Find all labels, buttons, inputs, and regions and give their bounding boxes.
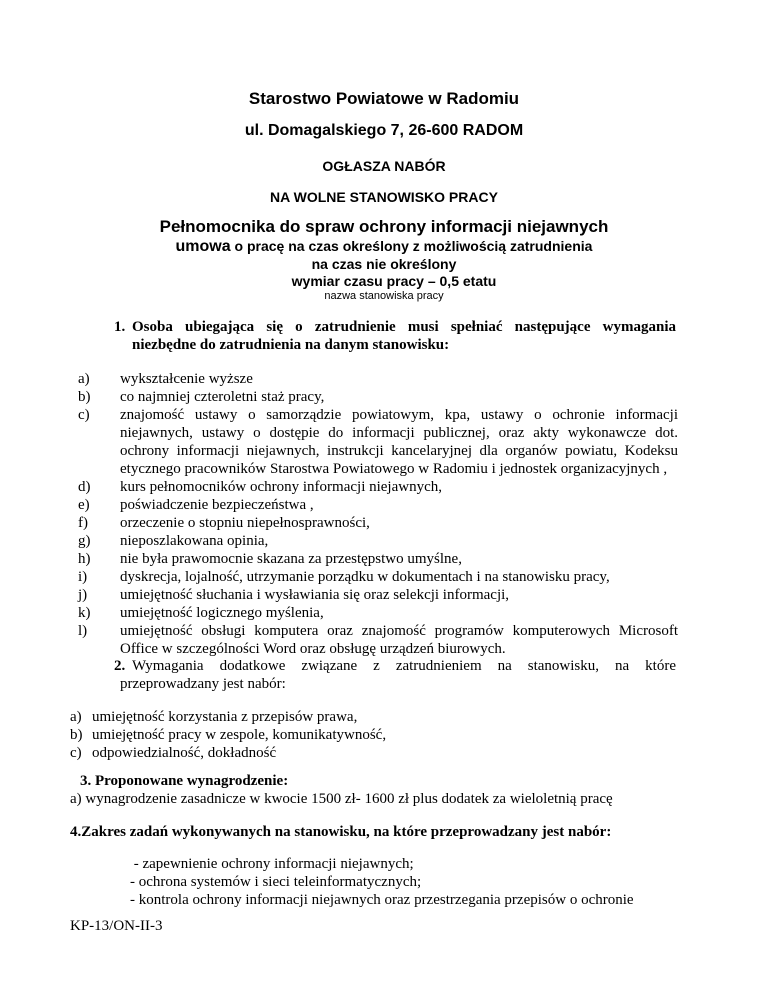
section2-title-line2: przeprowadzany jest nabór: xyxy=(120,676,286,692)
list-item: j) umiejętność słuchania i wysławiania się oraz selekcji informacji, xyxy=(78,587,510,603)
section2-title-line1: Wymagania dodatkowe związane z zatrudnieniem na stanowisku, na które xyxy=(132,658,676,674)
vacancy-heading: NA WOLNE STANOWISKO PRACY xyxy=(270,189,498,205)
list-item: b) co najmniej czteroletni staż pracy, xyxy=(78,389,325,405)
list-item: e) poświadczenie bezpieczeństwa , xyxy=(78,497,314,513)
office-name: Starostwo Powiatowe w Radomiu xyxy=(248,89,520,108)
section3-title: 3. Proponowane wynagrodzenie: xyxy=(80,773,289,789)
section1-title-line1: Osoba ubiegająca się o zatrudnienie musi spełniać następujące wymagania xyxy=(132,319,676,335)
list-item: - kontrola ochrony informacji niejawnych oraz przestrzegania przepisów o ochronie xyxy=(130,892,634,908)
section4-duties-list xyxy=(130,855,690,909)
position-caption: nazwa stanowiska pracy xyxy=(324,290,444,302)
list-item: d) kurs pełnomocników ochrony informacji niejawnych, xyxy=(78,479,443,495)
section1-number: 1. xyxy=(114,319,126,335)
list-item: l) umiejętność obsługi komputera oraz znajomość programów komputerowych Microsoft Office w szczególności Word oraz obsługę urządzeń biurowych. xyxy=(78,623,678,657)
list-item: g) nieposzlakowana opinia, xyxy=(78,533,269,549)
position-name: Pełnomocnika do spraw ochrony informacji niejawnych xyxy=(159,217,609,236)
section4-title: 4.Zakres zadań wykonywanych na stanowisku, na które przeprowadzany jest nabór: xyxy=(70,824,612,840)
list-item: i) dyskrecja, lojalność, utrzymanie porządku w dokumentach i na stanowisku pracy, xyxy=(78,569,610,585)
list-item: b) umiejętność pracy w zespole, komunikatywność, xyxy=(70,727,387,743)
list-item: a) umiejętność korzystania z przepisów prawa, xyxy=(70,709,358,725)
list-item: a) wykształcenie wyższe xyxy=(78,371,253,387)
document-code: KP-13/ON-II-3 xyxy=(70,918,163,934)
workload: wymiar czasu pracy – 0,5 etatu xyxy=(291,273,497,289)
section1-title-line2: niezbędne do zatrudnienia na danym stanowisku: xyxy=(132,337,450,353)
section1-requirements-list xyxy=(78,370,678,658)
section2-number: 2. xyxy=(114,658,126,674)
list-item: c) odpowiedzialność, dokładność xyxy=(70,745,277,761)
contract-type xyxy=(0,238,768,256)
section3-salary: a) wynagrodzenie zasadnicze w kwocie 1500 zł- 1600 zł plus dodatek za wieloletnią pracę xyxy=(70,791,613,807)
announcement-heading: OGŁASZA NABÓR xyxy=(322,158,446,174)
office-address: ul. Domagalskiego 7, 26-600 RADOM xyxy=(244,122,524,139)
list-item: f) orzeczenie o stopniu niepełnosprawności, xyxy=(78,515,370,531)
contract-description: o pracę na czas określony z możliwością zatrudnienia xyxy=(230,238,593,254)
contract-word: umowa xyxy=(175,238,231,255)
list-item: - zapewnienie ochrony informacji niejawnych; xyxy=(130,856,414,872)
list-item: - ochrona systemów i sieci teleinformatycznych; xyxy=(130,874,422,890)
contract-continuation: na czas nie określony xyxy=(311,256,457,272)
list-item: k) umiejętność logicznego myślenia, xyxy=(78,605,324,621)
section2-requirements-list xyxy=(70,708,670,762)
list-item: h) nie była prawomocnie skazana za przestępstwo umyślne, xyxy=(78,551,462,567)
list-item: c) znajomość ustawy o samorządzie powiatowym, kpa, ustawy o ochronie informacji niejawnych, ustawy o dostępie do informacji publicznej, oraz akty wykonawcze dot. ochrony informacji niejawnych, instrukcji kancelaryjnej dla organów powiatu, Kodeksu etycznego pracowników Starostwa Powiatowego w Radomiu i jednostek organizacyjnych , xyxy=(78,407,678,477)
